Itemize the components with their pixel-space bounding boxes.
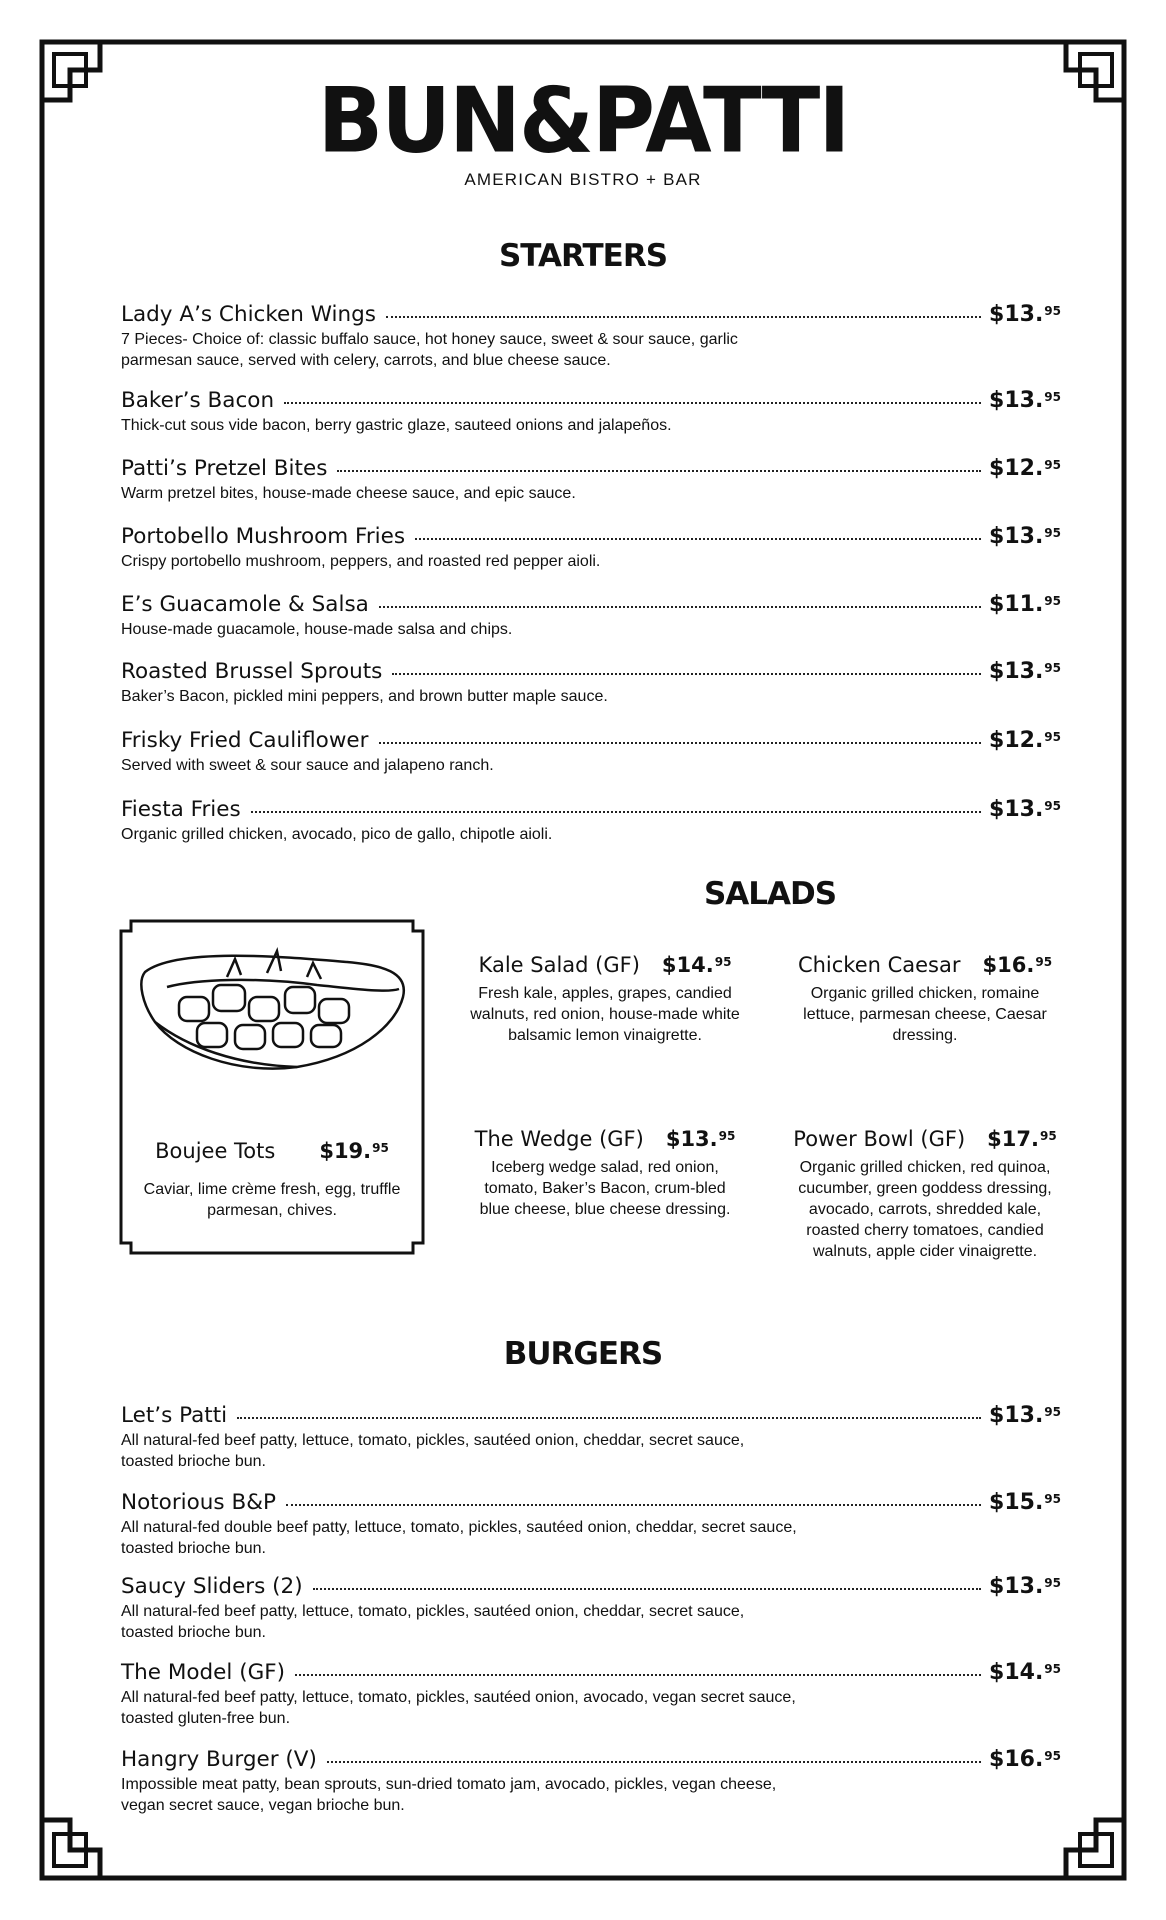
starter-item: [121, 302, 1061, 371]
item-price: $16.95: [989, 1747, 1061, 1772]
dot-leader: [379, 742, 982, 744]
salad-item: [470, 1127, 740, 1220]
item-header: [121, 592, 1061, 617]
brand-tagline: AMERICAN BISTRO + BAR: [464, 170, 702, 189]
starter-item: [121, 728, 1061, 776]
burger-item: [121, 1403, 1061, 1472]
dot-leader: [379, 606, 981, 608]
item-price: $13.95: [989, 388, 1061, 413]
item-name: Patti’s Pretzel Bites: [121, 456, 328, 481]
starter-item: [121, 388, 1061, 436]
dot-leader: [251, 811, 981, 813]
starter-item: [121, 797, 1061, 845]
salad-description: Iceberg wedge salad, red onion, tomato, Baker’s Bacon, crum-bled blue cheese, blue cheese dressing.: [479, 1159, 731, 1218]
item-price: $12.95: [989, 728, 1061, 753]
starter-item: [121, 524, 1061, 572]
item-name: Portobello Mushroom Fries: [121, 524, 406, 549]
featured-item-card: [117, 917, 427, 1257]
item-description: Baker’s Bacon, pickled mini peppers, and brown butter maple sauce.: [121, 688, 608, 705]
dot-leader: [286, 1504, 981, 1506]
item-name: Baker’s Bacon: [121, 388, 275, 413]
section-title-salads: SALADS: [703, 876, 837, 912]
item-header: [121, 1403, 1061, 1428]
item-price: $13.95: [989, 1574, 1061, 1599]
salad-item: [790, 953, 1060, 1046]
salad-header: [470, 953, 740, 977]
item-description: All natural-fed beef patty, lettuce, tomato, pickles, sautéed onion, cheddar, secret sauce, toasted brioche bun.: [121, 1603, 745, 1641]
item-price: $12.95: [989, 456, 1061, 481]
burger-item: [121, 1747, 1061, 1816]
item-description: Crispy portobello mushroom, peppers, and roasted red pepper aioli.: [121, 553, 601, 570]
dot-leader: [295, 1674, 981, 1676]
salad-price: $14.95: [661, 953, 732, 977]
item-header: [121, 302, 1061, 327]
item-price: $13.95: [989, 797, 1061, 822]
salad-price: $17.95: [987, 1127, 1057, 1151]
salad-header: [470, 1127, 740, 1151]
item-price: $15.95: [989, 1490, 1061, 1515]
burger-item: [121, 1660, 1061, 1729]
item-name: Frisky Fried Cauliflower: [121, 728, 369, 753]
item-description: Impossible meat patty, bean sprouts, sun-dried tomato jam, avocado, pickles, vegan cheese, vegan secret sauce, vegan brioche bun.: [121, 1776, 777, 1814]
item-name: Notorious B&P: [121, 1490, 276, 1515]
brand-logo: BUN&PATTI: [317, 68, 849, 174]
salad-name: Power Bowl (GF): [793, 1127, 966, 1151]
item-name: Saucy Sliders (2): [121, 1574, 303, 1599]
salad-name: Chicken Caesar: [797, 953, 961, 977]
item-name: Hangry Burger (V): [121, 1747, 317, 1772]
featured-price: $19.95: [319, 1139, 389, 1163]
dot-leader: [337, 470, 981, 472]
item-name: E’s Guacamole & Salsa: [121, 592, 369, 617]
item-description: All natural-fed beef patty, lettuce, tomato, pickles, sautéed onion, avocado, vegan secret sauce, toasted gluten-free bun.: [121, 1689, 796, 1727]
dot-leader: [327, 1761, 981, 1763]
item-price: $13.95: [989, 524, 1061, 549]
salad-description: Organic grilled chicken, romaine lettuce, parmesan cheese, Caesar dressing.: [803, 985, 1047, 1044]
salad-item: [470, 953, 740, 1046]
item-price: $13.95: [989, 302, 1061, 327]
dot-leader: [284, 402, 981, 404]
item-header: [121, 456, 1061, 481]
item-price: $11.95: [989, 592, 1061, 617]
item-header: [121, 797, 1061, 822]
item-header: [121, 1574, 1061, 1599]
item-description: All natural-fed beef patty, lettuce, tomato, pickles, sautéed onion, cheddar, secret sauce, toasted brioche bun.: [121, 1432, 745, 1470]
item-description: Served with sweet & sour sauce and jalapeno ranch.: [121, 757, 494, 774]
dot-leader: [386, 316, 981, 318]
featured-header: [117, 1139, 427, 1163]
item-description: Warm pretzel bites, house-made cheese sauce, and epic sauce.: [121, 485, 576, 502]
item-description: Thick-cut sous vide bacon, berry gastric glaze, sauteed onions and jalapeños.: [121, 417, 672, 434]
featured-description: Caviar, lime crème fresh, egg, truffle parmesan, chives.: [143, 1181, 401, 1219]
salad-header: [790, 1127, 1060, 1151]
item-header: [121, 728, 1061, 753]
dot-leader: [415, 538, 981, 540]
salad-item: [790, 1127, 1060, 1262]
item-header: [121, 1747, 1061, 1772]
item-name: Lady A’s Chicken Wings: [121, 302, 376, 327]
salad-name: The Wedge (GF): [474, 1127, 644, 1151]
featured-name: Boujee Tots: [155, 1139, 276, 1163]
section-title-starters: STARTERS: [498, 238, 668, 274]
item-price: $13.95: [989, 1403, 1061, 1428]
item-name: Let’s Patti: [121, 1403, 228, 1428]
item-price: $14.95: [989, 1660, 1061, 1685]
salad-header: [790, 953, 1060, 977]
item-price: $13.95: [989, 659, 1061, 684]
item-description: Organic grilled chicken, avocado, pico de gallo, chipotle aioli.: [121, 826, 553, 843]
starter-item: [121, 456, 1061, 504]
salad-price: $16.95: [982, 953, 1053, 977]
item-name: Fiesta Fries: [121, 797, 241, 822]
item-header: [121, 659, 1061, 684]
burger-item: [121, 1574, 1061, 1643]
item-header: [121, 524, 1061, 549]
item-name: Roasted Brussel Sprouts: [121, 659, 383, 684]
salad-price: $13.95: [665, 1127, 736, 1151]
item-name: The Model (GF): [121, 1660, 286, 1685]
starter-item: [121, 592, 1061, 640]
item-header: [121, 1490, 1061, 1515]
burger-item: [121, 1490, 1061, 1559]
salad-name: Kale Salad (GF): [478, 953, 640, 977]
item-header: [121, 388, 1061, 413]
salad-description: Fresh kale, apples, grapes, candied walnuts, red onion, house-made white balsamic lemon vinaigrette.: [470, 985, 740, 1044]
item-description: 7 Pieces- Choice of: classic buffalo sauce, hot honey sauce, sweet & sour sauce, garlic parmesan sauce, served with celery, carrots, and blue cheese sauce.: [121, 331, 738, 369]
section-title-burgers: BURGERS: [503, 1336, 663, 1372]
item-description: All natural-fed double beef patty, lettuce, tomato, pickles, sautéed onion, cheddar, secret sauce, toasted brioche bun.: [121, 1519, 797, 1557]
dot-leader: [237, 1417, 981, 1419]
starter-item: [121, 659, 1061, 707]
item-description: House-made guacamole, house-made salsa and chips.: [121, 621, 513, 638]
dot-leader: [313, 1588, 981, 1590]
tater-tots-bowl-icon: [141, 951, 403, 1069]
salad-description: Organic grilled chicken, red quinoa, cucumber, green goddess dressing, avocado, carrots, shredded kale, roasted cherry tomatoes, candied walnuts, apple cider vinaigrette.: [798, 1159, 1052, 1260]
item-header: [121, 1660, 1061, 1685]
dot-leader: [392, 673, 981, 675]
